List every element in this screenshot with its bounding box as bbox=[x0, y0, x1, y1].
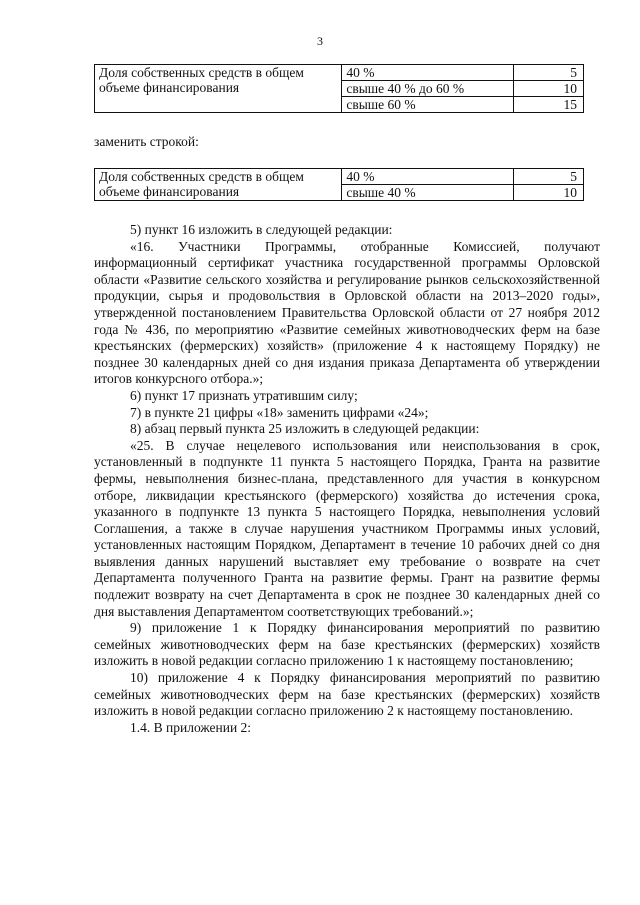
paragraph: 10) приложение 4 к Порядку финансирования мероприятий по развитию семейных животноводческих ферм на базе крестьянских (фермерских) хозяйств изложить в новой редакции согласно приложению 2 к настоящему постановлению. bbox=[94, 670, 600, 719]
table-row bbox=[95, 65, 584, 81]
criteria-label: Доля собственных средств в общем объеме финансирования bbox=[95, 65, 342, 113]
condition-cell: свыше 40 % до 60 % bbox=[342, 81, 514, 97]
criteria-table-original bbox=[94, 64, 584, 113]
paragraph: 1.4. В приложении 2: bbox=[130, 719, 252, 735]
points-cell: 10 bbox=[514, 185, 584, 201]
table-row bbox=[95, 169, 584, 185]
paragraph: «25. В случае нецелевого использования или неиспользования в срок, установленный в подпункте 11 пункта 5 настоящего Порядка, Гранта на развитие фермы, невыполнения бизнес-плана, представленного для участия в конкурсном отборе, ликвидации крестьянского (фермерского) хозяйства до истечения срока, указанного в подпункте 13 пункта 5 настоящего Порядка, невыполнения условий Соглашения, а также в случае нарушения участником Программы иных условий, установленных настоящим Порядком, Департамент в течение 10 рабочих дней со дня выявления данных нарушений выставляет ему требование о возврате на счет Департамента полученного Гранта на развитие фермы. Грант на развитие фермы подлежит возврату на счет Департамента в срок не позднее 30 календарных дней со дня выставления Департаментом соответствующих требований.»; bbox=[94, 437, 600, 619]
criteria-table-replacement bbox=[94, 168, 584, 201]
page-number: 3 bbox=[317, 34, 323, 48]
points-cell: 10 bbox=[514, 81, 584, 97]
body-text bbox=[94, 222, 600, 736]
points-cell: 5 bbox=[514, 65, 584, 81]
points-cell: 5 bbox=[514, 169, 584, 185]
paragraph: 8) абзац первый пункта 25 изложить в следующей редакции: bbox=[130, 421, 480, 437]
paragraph: 5) пункт 16 изложить в следующей редакции: bbox=[130, 222, 393, 237]
condition-cell: 40 % bbox=[342, 65, 514, 81]
paragraph: «16. Участники Программы, отобранные Комиссией, получают информационный сертификат участника государственной программы Орловской области «Развитие сельского хозяйства и регулирование рынков сельскохозяйственной продукции, сырья и продовольствия в Орловской области на 2013–2020 годы», утвержденной постановлением Правительства Орловской области от 27 ноября 2012 года № 436, по мероприятию «Развитие семейных животноводческих ферм на базе крестьянских (фермерских) хозяйств» (приложение 4 к настоящему Порядку) не позднее 30 календарных дней со дня издания приказа Департамента об утверждении итогов конкурсного отбора.»; bbox=[94, 238, 600, 387]
paragraph: 7) в пункте 21 цифры «18» заменить цифрами «24»; bbox=[130, 404, 429, 420]
condition-cell: свыше 60 % bbox=[342, 97, 514, 113]
replace-instruction: заменить строкой: bbox=[94, 134, 199, 149]
paragraph: 9) приложение 1 к Порядку финансирования мероприятий по развитию семейных животноводческих ферм на базе крестьянских (фермерских) хозяйств изложить в новой редакции согласно приложению 1 к настоящему постановлению; bbox=[94, 620, 600, 669]
criteria-label: Доля собственных средств в общем объеме финансирования bbox=[95, 169, 342, 201]
condition-cell: свыше 40 % bbox=[342, 185, 514, 201]
condition-cell: 40 % bbox=[342, 169, 514, 185]
paragraph: 6) пункт 17 признать утратившим силу; bbox=[130, 387, 358, 403]
points-cell: 15 bbox=[514, 97, 584, 113]
